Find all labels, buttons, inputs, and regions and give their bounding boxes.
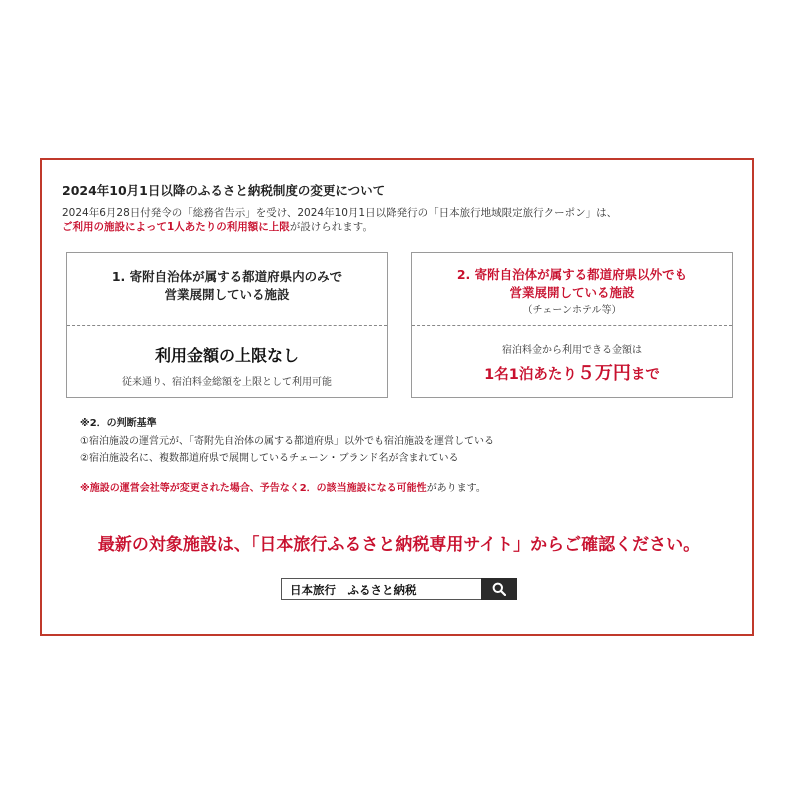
box2-price-suffix: まで [630, 367, 660, 383]
change-warning [80, 479, 486, 494]
search-button[interactable] [481, 578, 517, 600]
change-warning-emphasis: ※施設の運営会社等が変更された場合、予告なく2．の該当施設になる可能性 [80, 483, 427, 494]
box1-main-text: 利用金額の上限なし [154, 346, 299, 365]
box1-header [67, 253, 387, 326]
box2-header [412, 253, 732, 326]
box2-price-amount: ５万円 [576, 363, 631, 384]
box2-sub-text: 宿泊料金から利用できる金額は [502, 345, 642, 356]
notice-title: 2024年10月1日以降のふるさと納税制度の変更について [62, 183, 386, 198]
intro-emphasis: ご利用の施設によって1人あたりの利用額に上限 [62, 221, 290, 233]
box1-sub-text: 従来通り、宿泊料金総額を上限として利用可能 [122, 377, 332, 388]
box2-price-limit [412, 359, 732, 385]
intro-rest: が設けられます。 [289, 221, 373, 233]
box1-body [67, 325, 387, 397]
intro-line-2 [62, 219, 373, 234]
box2-heading-line1: 2. 寄附自治体が属する都道府県以外でも [456, 267, 688, 282]
search-query-text[interactable]: 日本旅行 ふるさと納税 [290, 583, 417, 597]
box2-heading-line2: 営業展開している施設 [509, 285, 635, 300]
box2-heading-note: （チェーンホテル等） [522, 305, 622, 316]
facility-type-1-box [66, 252, 388, 398]
criteria-heading: ※2．の判断基準 [80, 418, 157, 429]
box1-heading-line2: 営業展開している施設 [164, 287, 290, 302]
facility-type-2-box [411, 252, 733, 398]
box1-heading-line1: 1. 寄附自治体が属する都道府県内のみで [111, 269, 343, 284]
criteria-item-1: ①宿泊施設の運営元が、「寄附先自治体の属する都道府県」以外でも宿泊施設を運営している [80, 436, 494, 447]
criteria-item-2: ②宿泊施設名に、複数都道府県で展開しているチェーン・ブランド名が含まれている [80, 453, 459, 464]
intro-line-1: 2024年6月28日付発令の「総務省告示」を受け、2024年10月1日以降発行の「日本旅行地域限定旅行クーポン」は、 [62, 207, 618, 219]
call-to-action: 最新の対象施設は、「日本旅行ふるさと納税専用サイト」からご確認ください。 [97, 535, 701, 555]
box2-price-prefix: 1名1泊あたり [484, 367, 577, 383]
search-box[interactable] [281, 578, 517, 600]
box2-body [412, 325, 732, 397]
change-warning-rest: があります。 [426, 483, 486, 494]
search-icon [492, 582, 506, 596]
